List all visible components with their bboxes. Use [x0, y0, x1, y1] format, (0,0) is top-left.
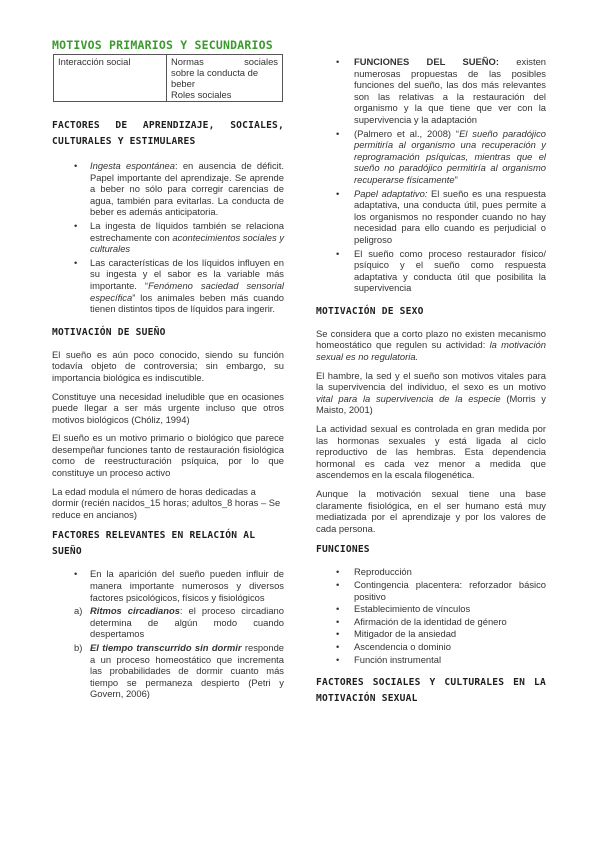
- list-item: • En la aparición del sueño pueden influir de manera importante numerosos y diversos factores psicológicos, físicos y fisiológicos: [52, 568, 284, 603]
- list-item: [316, 188, 546, 246]
- list-item: [52, 642, 284, 700]
- paragraph: Constituye una necesidad ineludible que en ocasiones puede llegar a ser más urgente incluso que otros motivos biológicos (Chóliz, 1994): [52, 390, 284, 425]
- list-item: • Reproducción: [316, 566, 546, 578]
- text: existen numerosas propuestas de las posibles funciones del sueño, las dos más relevantes son las relativas a la restauración del organismo y la que tiene que ver con la supervivencia y la adaptación: [354, 56, 547, 125]
- list-item: [52, 220, 284, 255]
- emphasis: vital para la supervivencia de la especie: [316, 392, 501, 404]
- table-line: Normas sociales: [171, 56, 278, 67]
- text: (Morris y Maisto, 2001): [316, 392, 546, 416]
- emphasis: El tiempo transcurrido sin dormir: [90, 642, 242, 653]
- left-column: [52, 118, 284, 708]
- text: El sueño es una respuesta adaptativa, una conducta útil, pues permite a los organismos no responder cuando no hay necesidad para ello cuando es perjudicial o peligroso: [354, 187, 546, 245]
- heading-factores-sexual-cont: MOTIVACIÓN SEXUAL: [316, 693, 418, 705]
- paragraph: [316, 370, 546, 416]
- table-line: Roles sociales: [171, 89, 232, 100]
- list-item: • Afirmación de la identidad de género: [316, 616, 546, 628]
- text: Se considera que a corto plazo no existen mecanismo homeostático que regulen su actividad:: [316, 327, 546, 351]
- emphasis: El sueño paradójico permitiría al organismo una recuperación y reprogramación psíquicas, mientras que el sueño no paradójico permitiría al organismo recuperarse físicamente: [354, 127, 546, 185]
- emphasis: Ingesta espontánea: [90, 160, 175, 171]
- heading-factores: FACTORES DE APRENDIZAJE, SOCIALES,: [52, 120, 284, 131]
- list-item: [316, 128, 546, 186]
- funciones-sueno-list: [316, 56, 546, 294]
- table-cell: [54, 55, 167, 102]
- table-cell-text: Interacción social: [58, 56, 131, 67]
- text: ”: [454, 173, 458, 185]
- list-item: • Función instrumental: [316, 654, 546, 666]
- list-label: b): [74, 642, 83, 653]
- table-cell: [167, 55, 283, 102]
- emphasis: acontecimientos sociales y culturales: [90, 231, 285, 255]
- paragraph: El sueño es aún poco conocido, siendo su función todavía objeto de controversia; sin embargo, su importancia biológica es indiscutible.: [52, 348, 284, 383]
- paragraph: La edad modula el número de horas dedicadas a dormir (recién nacidos_15 horas; adultos_8 horas – Se reduce en ancianos): [52, 485, 281, 520]
- list-item: • Ascendencia o dominio: [316, 641, 546, 653]
- text: ” los animales beben más cuando tienen distintos tipos de líquidos para ingerir.: [90, 291, 284, 315]
- paragraph: La actividad sexual es controlada en gran medida por las hormonas sexuales y está ligada al ciclo reproductivo de las hembras. Esta dependencia hormonal es cada vez menor a medida que ascendemos en la escala filogenética.: [316, 423, 546, 481]
- sueno-list: [52, 568, 284, 603]
- heading-factores-sexual: FACTORES SOCIALES Y CULTURALES EN LA: [316, 677, 546, 689]
- text: La ingesta de líquidos también se relaciona estrechamente con: [90, 219, 284, 243]
- emphasis: Papel adaptativo:: [354, 187, 428, 199]
- list-item: [52, 257, 284, 315]
- list-item: • Mitigador de la ansiedad: [316, 628, 546, 640]
- list-item: [52, 605, 284, 640]
- emphasis: FUNCIONES DEL SUEÑO:: [354, 56, 499, 67]
- section-title: MOTIVOS PRIMARIOS Y SECUNDARIOS: [52, 38, 273, 52]
- text: (Palmero et al., 2008) “: [354, 127, 460, 139]
- list-item: • Contingencia placentera: reforzador básico positivo: [316, 579, 546, 602]
- emphasis: Fenómeno saciedad sensorial específica: [90, 279, 285, 303]
- list-label: a): [74, 605, 83, 617]
- paragraph: Aunque la motivación sexual tiene una base claramente fisiológica, en el ser humano está muy mediatizada por el aprendizaje y por los valores de cada persona.: [316, 488, 546, 534]
- right-column: [316, 56, 546, 715]
- paragraph: [316, 328, 546, 363]
- emphasis: la motivación sexual es no regulatoria.: [316, 339, 546, 363]
- heading-factores-sueno: FACTORES RELEVANTES EN RELACIÓN AL SUEÑO: [52, 530, 256, 558]
- list-item: • El sueño como proceso restaurador físico/ psíquico y el sueño como respuesta adaptativa y conducta útil que posibilita la supervivencia: [316, 248, 546, 294]
- text: : en ausencia de déficit. Papel importante del aprendizaje. Se aprende a beber no sólo para corregir carencias de agua, también para evitarlas. La conducta de beber es además anticipatoria.: [90, 160, 284, 218]
- text: responde a un proceso homeostático que incrementa las probabilidades de dormir cuanto más tiempo se permaneza despierto (Petri y Govern, 2006): [90, 642, 284, 700]
- text: : el proceso circadiano determina de algún modo cuando despertamos: [90, 605, 284, 640]
- text: Las características de los líquidos influyen en su ingesta y el sabor es la variable más importante. “: [90, 256, 284, 291]
- list-item: • Establecimiento de vínculos: [316, 603, 546, 615]
- emphasis: Ritmos circadianos: [90, 605, 180, 617]
- list-item: [52, 160, 284, 218]
- table-line: sobre la conducta de: [171, 67, 259, 78]
- heading-sueno: MOTIVACIÓN DE SUEÑO: [52, 326, 166, 338]
- paragraph: El sueño es un motivo primario o biológico que parece desempeñar funciones tanto de restauración fisiológica como de reestructuración psíquica, por lo que constituye un proceso activo: [52, 432, 284, 479]
- text: El hambre, la sed y el sueño son motivos vitales para la supervivencia del individuo, el sexo es un motivo: [316, 369, 546, 393]
- table-line: beber: [171, 78, 195, 89]
- factores-list: [52, 160, 284, 315]
- heading-funciones: FUNCIONES: [316, 544, 370, 556]
- motives-table: [53, 54, 283, 102]
- sueno-sublist: [52, 605, 284, 700]
- heading-factores-cont: CULTURALES Y ESTIMULARES: [52, 136, 196, 147]
- list-item: [316, 56, 546, 126]
- funciones-list: [316, 566, 546, 665]
- heading-sexo: MOTIVACIÓN DE SEXO: [316, 305, 424, 317]
